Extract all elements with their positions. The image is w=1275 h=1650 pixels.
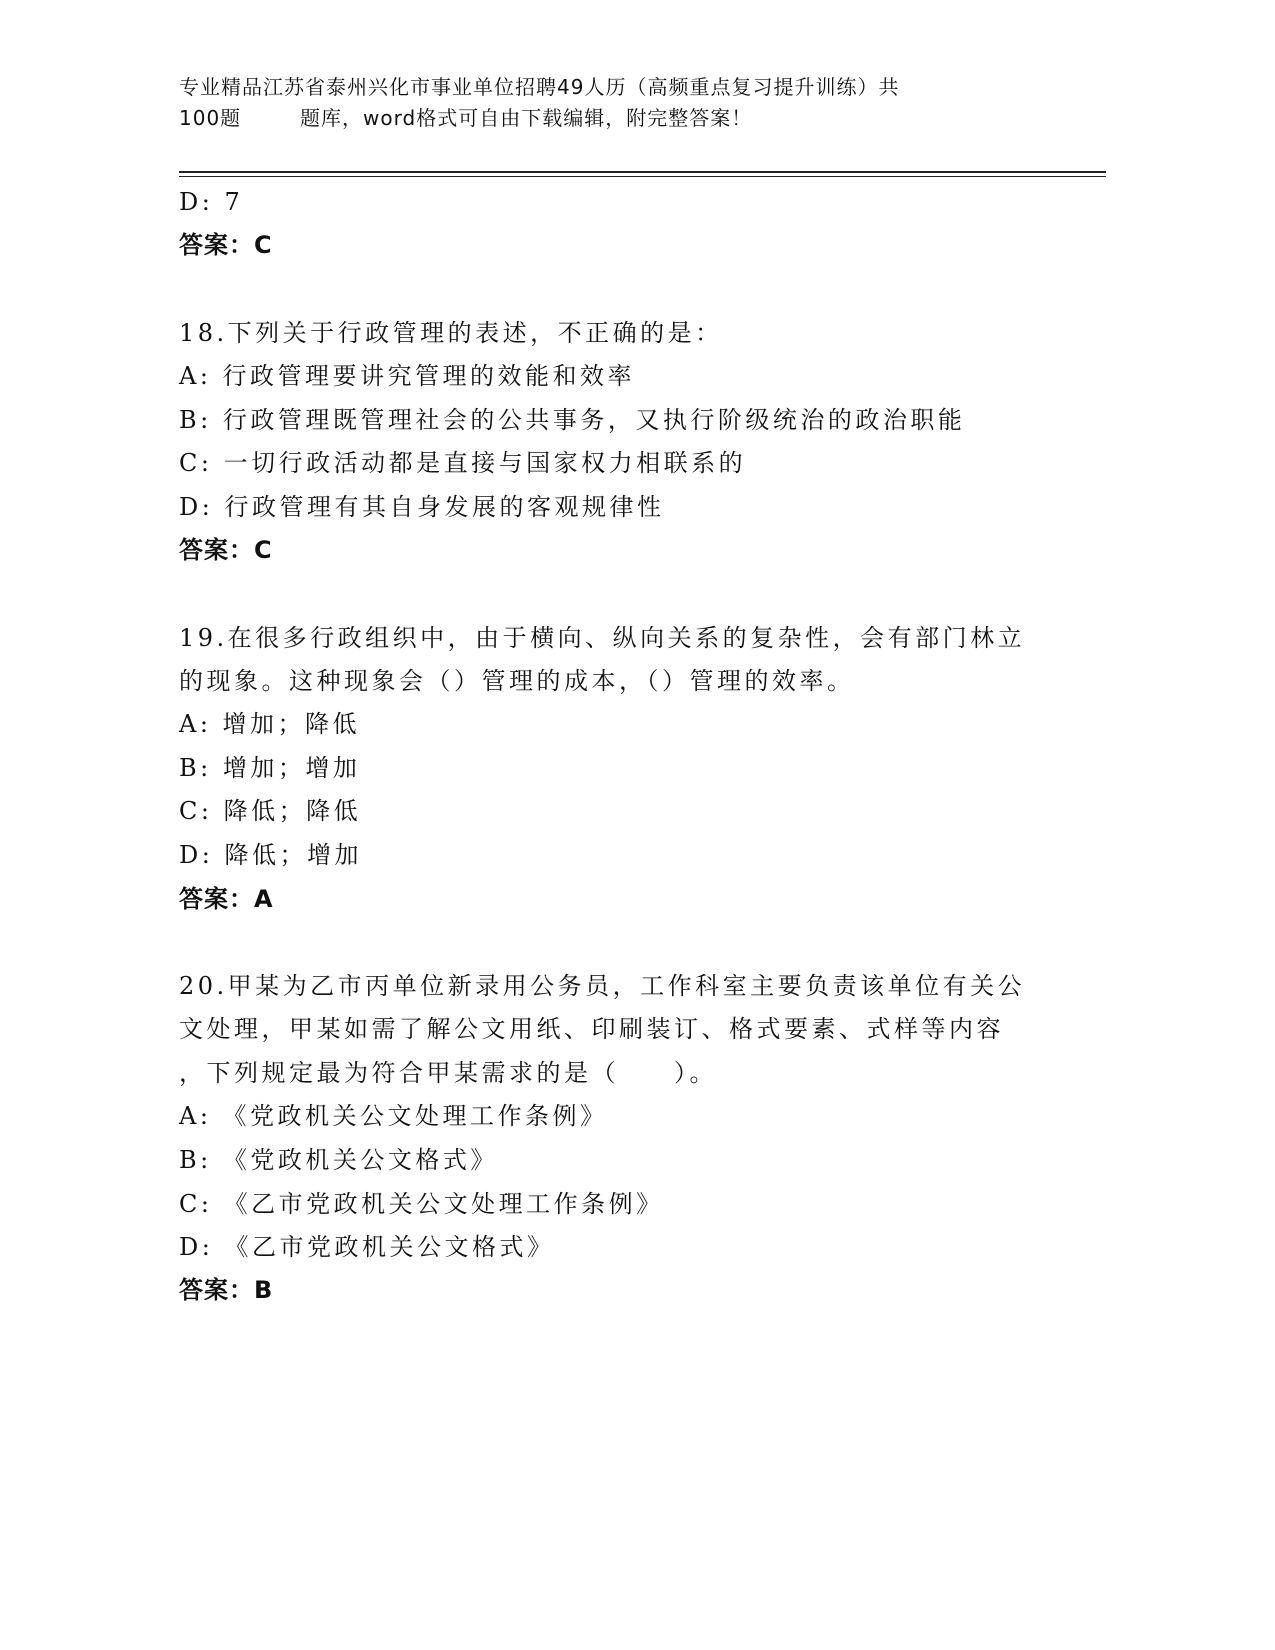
option-d: D: 《乙市党政机关公文格式》 (179, 1233, 555, 1261)
answer: 答案：C (179, 536, 273, 564)
prev-answer: 答案：C (179, 231, 273, 259)
option-d: D: 行政管理有其自身发展的客观规律性 (179, 493, 665, 521)
question-text: 18.下列关于行政管理的表述，不正确的是： (179, 319, 723, 347)
option-b: B: 《党政机关公文格式》 (179, 1146, 498, 1174)
prev-option-d: D: 7 (179, 188, 244, 216)
option-a: A: 行政管理要讲究管理的效能和效率 (179, 362, 636, 390)
question-text: 20.甲某为乙市丙单位新录用公务员，工作科室主要负责该单位有关公 (179, 972, 1026, 1000)
header-title-line-2: 100题 题库，word格式可自由下载编辑，附完整答案！ (179, 106, 753, 130)
question-text: 的现象。这种现象会（）管理的成本，（）管理的效率。 (179, 667, 855, 695)
option-a: A: 增加；降低 (179, 710, 361, 738)
option-c: C: 一切行政活动都是直接与国家权力相联系的 (179, 449, 747, 477)
question-text: 19.在很多行政组织中，由于横向、纵向关系的复杂性，会有部门林立 (179, 624, 1026, 652)
header-title-line-1: 专业精品江苏省泰州兴化市事业单位招聘49人历（高频重点复习提升训练）共 (179, 75, 900, 99)
header-divider (179, 171, 1106, 173)
option-b: B: 增加；增加 (179, 754, 361, 782)
header-divider-thin (179, 176, 1106, 177)
option-c: C: 降低；降低 (179, 797, 362, 825)
option-d: D: 降低；增加 (179, 841, 362, 869)
option-b: B: 行政管理既管理社会的公共事务，又执行阶级统治的政治职能 (179, 406, 966, 434)
option-c: C: 《乙市党政机关公文处理工作条例》 (179, 1190, 664, 1218)
option-a: A: 《党政机关公文处理工作条例》 (179, 1102, 608, 1130)
answer: 答案：B (179, 1276, 274, 1304)
answer: 答案：A (179, 885, 274, 913)
question-text: ，下列规定最为符合甲某需求的是（ ）。 (179, 1059, 717, 1087)
question-text: 文处理，甲某如需了解公文用纸、印刷装订、格式要素、式样等内容 (179, 1015, 1004, 1043)
